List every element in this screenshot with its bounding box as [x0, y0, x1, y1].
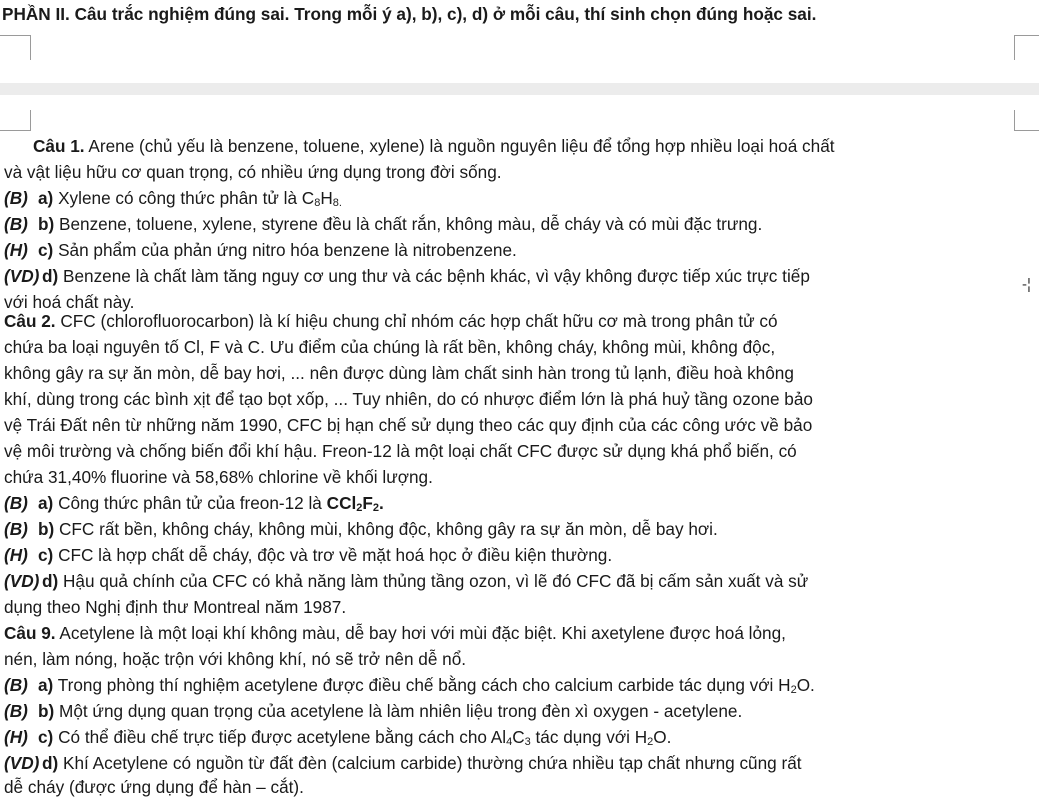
q9-label: Câu 9.	[4, 623, 56, 643]
q2-intro-line-1	[4, 310, 778, 333]
frame-corner-bottom-left	[0, 110, 31, 131]
q1-intro-line-2: và vật liệu hữu cơ quan trọng, có nhiều ứng dụng trong đời sống.	[4, 162, 502, 182]
q9-c-text: Có thể điều chế trực tiếp được acetylene bằng cách cho Al	[53, 727, 507, 747]
q1-label: Câu 1.	[33, 136, 85, 156]
q2-a-formula-2: F	[362, 493, 373, 513]
q9-option-d-cont: dễ cháy (được ứng dụng để hàn – cắt).	[4, 777, 304, 797]
q2-c-letter: c)	[38, 545, 54, 565]
q1-d-text: Benzene là chất làm tăng nguy cơ ung thư và các bệnh khác, vì vậy không được tiếp xúc trực tiếp	[58, 266, 810, 286]
frame-corner-top-left	[0, 35, 31, 60]
q9-c-letter: c)	[38, 727, 54, 747]
q9-intro-line-1	[4, 622, 786, 645]
q1-a-sub-2: 8.	[332, 197, 342, 209]
q9-option-c	[4, 726, 671, 749]
q2-intro-line-4: khí, dùng trong các bình xịt để tạo bọt xốp, ... Tuy nhiên, do có nhược điểm lớn là phá huỷ tầng ozone bảo	[4, 389, 813, 409]
q1-option-a	[4, 187, 342, 210]
q9-c-level-tag: (H)	[4, 727, 28, 747]
q1-option-b	[4, 213, 762, 236]
q9-b-level-tag: (B)	[4, 701, 28, 721]
q2-option-d-cont: dụng theo Nghị định thư Montreal năm 1987.	[4, 597, 347, 617]
q2-b-level-tag: (B)	[4, 519, 28, 539]
q1-a-sub-1: 8	[314, 197, 321, 209]
q2-intro-line-6: vệ môi trường và chống biến đổi khí hậu. Freon-12 là một loại chất CFC được sử dụng khá phổ biến, có	[4, 441, 797, 461]
q1-c-text: Sản phẩm của phản ứng nitro hóa benzene là nitrobenzene.	[53, 240, 517, 260]
q1-option-c	[4, 239, 517, 262]
frame-corner-top-right	[1014, 35, 1039, 60]
q9-c-sub-1: 4	[506, 736, 513, 748]
q9-option-d	[4, 752, 802, 775]
q1-intro-line-1	[33, 135, 835, 158]
q2-intro-text-1: CFC (chlorofluorocarbon) là kí hiệu chung chỉ nhóm các hợp chất hữu cơ mà trong phân tử có	[55, 311, 778, 331]
q1-b-level-tag: (B)	[4, 214, 28, 234]
q9-d-level-tag: (VD)	[4, 753, 40, 773]
q1-b-text: Benzene, toluene, xylene, styrene đều là chất rắn, không màu, dễ cháy và có mùi đặc trưng.	[54, 214, 763, 234]
edge-mark: -¦	[1022, 276, 1031, 293]
q2-intro-line-3: không gây ra sự ăn mòn, dễ bay hơi, ... nên được dùng làm chất sinh hàn trong tủ lạnh, điều hoà không	[4, 363, 794, 383]
q2-c-text: CFC là hợp chất dễ cháy, độc và trơ về mặt hoá học ở điều kiện thường.	[53, 545, 613, 565]
q9-a-level-tag: (B)	[4, 675, 28, 695]
q1-c-level-tag: (H)	[4, 240, 28, 260]
q2-b-letter: b)	[38, 519, 55, 539]
q9-a-text: Trong phòng thí nghiệm acetylene được điều chế bằng cách cho calcium carbide tác dụng với H	[53, 675, 791, 695]
q2-option-c	[4, 544, 612, 567]
q2-label: Câu 2.	[4, 311, 56, 331]
q2-a-end: .	[379, 493, 384, 513]
q1-a-letter: a)	[38, 188, 54, 208]
q1-intro-text-1: Arene (chủ yếu là benzene, toluene, xylene) là nguồn nguyên liệu để tổng hợp nhiều loại hoá chất	[84, 136, 835, 156]
q9-a-letter: a)	[38, 675, 54, 695]
q1-d-letter: d)	[42, 266, 59, 286]
q9-c-end: O.	[653, 727, 672, 747]
q9-c-sub-3: 2	[647, 736, 654, 748]
q9-option-a	[4, 674, 815, 697]
q9-c-sub-2: 3	[524, 736, 531, 748]
q9-c-text-2: tác dụng với H	[530, 727, 648, 747]
q1-a-text: Xylene có công thức phân tử là C	[53, 188, 315, 208]
q9-b-letter: b)	[38, 701, 55, 721]
q9-intro-line-2: nén, làm nóng, hoặc trộn với không khí, nó sẽ trở nên dễ nổ.	[4, 649, 467, 669]
q1-option-d-cont: với hoá chất này.	[4, 292, 135, 312]
q2-intro-line-5: vệ Trái Đất nên từ những năm 1990, CFC bị hạn chế sử dụng theo các quy định của các công ước về bảo	[4, 415, 813, 435]
q2-d-letter: d)	[42, 571, 59, 591]
q2-c-level-tag: (H)	[4, 545, 28, 565]
q9-option-b	[4, 700, 742, 723]
q2-option-d	[4, 570, 808, 593]
q2-a-level-tag: (B)	[4, 493, 28, 513]
q1-a-level-tag: (B)	[4, 188, 28, 208]
q9-d-text: Khí Acetylene có nguồn từ đất đèn (calcium carbide) thường chứa nhiều tạp chất nhưng cũng rất	[58, 753, 802, 773]
q1-d-level-tag: (VD)	[4, 266, 40, 286]
q2-b-text: CFC rất bền, không cháy, không mùi, không độc, không gây ra sự ăn mòn, dễ bay hơi.	[54, 519, 718, 539]
q9-a-end: O.	[796, 675, 815, 695]
q2-a-formula-1: CCl	[326, 493, 357, 513]
q2-intro-line-2: chứa ba loại nguyên tố Cl, F và C. Ưu điểm của chúng là rất bền, không cháy, không mùi, không độc,	[4, 337, 776, 357]
q2-d-level-tag: (VD)	[4, 571, 40, 591]
q9-c-mid: C	[512, 727, 525, 747]
section-header: PHẦN II. Câu trắc nghiệm đúng sai. Trong mỗi ý a), b), c), d) ở mỗi câu, thí sinh chọn đúng hoặc sai.	[2, 4, 817, 24]
q9-b-text: Một ứng dụng quan trọng của acetylene là làm nhiên liệu trong đèn xì oxygen - acetylene.	[54, 701, 743, 721]
q1-a-mid: H	[320, 188, 333, 208]
q1-option-d	[4, 265, 810, 288]
page-separator	[0, 83, 1039, 95]
frame-corner-bottom-right	[1014, 110, 1039, 131]
q9-intro-text-1: Acetylene là một loại khí không màu, dễ bay hơi với mùi đặc biệt. Khi axetylene được hoá lỏng,	[55, 623, 786, 643]
q1-b-letter: b)	[38, 214, 55, 234]
q1-c-letter: c)	[38, 240, 54, 260]
q9-d-letter: d)	[42, 753, 59, 773]
q2-a-sub-1: 2	[356, 502, 363, 514]
q2-d-text: Hậu quả chính của CFC có khả năng làm thủng tầng ozon, vì lẽ đó CFC đã bị cấm sản xuất và sử	[58, 571, 809, 591]
q2-a-text: Công thức phân tử của freon-12 là	[53, 493, 327, 513]
q2-option-a	[4, 492, 384, 515]
q2-a-letter: a)	[38, 493, 54, 513]
q2-option-b	[4, 518, 718, 541]
q9-a-sub: 2	[790, 684, 797, 696]
q2-intro-line-7: chứa 31,40% fluorine và 58,68% chlorine về khối lượng.	[4, 467, 433, 487]
q2-a-sub-2: 2	[372, 502, 380, 514]
